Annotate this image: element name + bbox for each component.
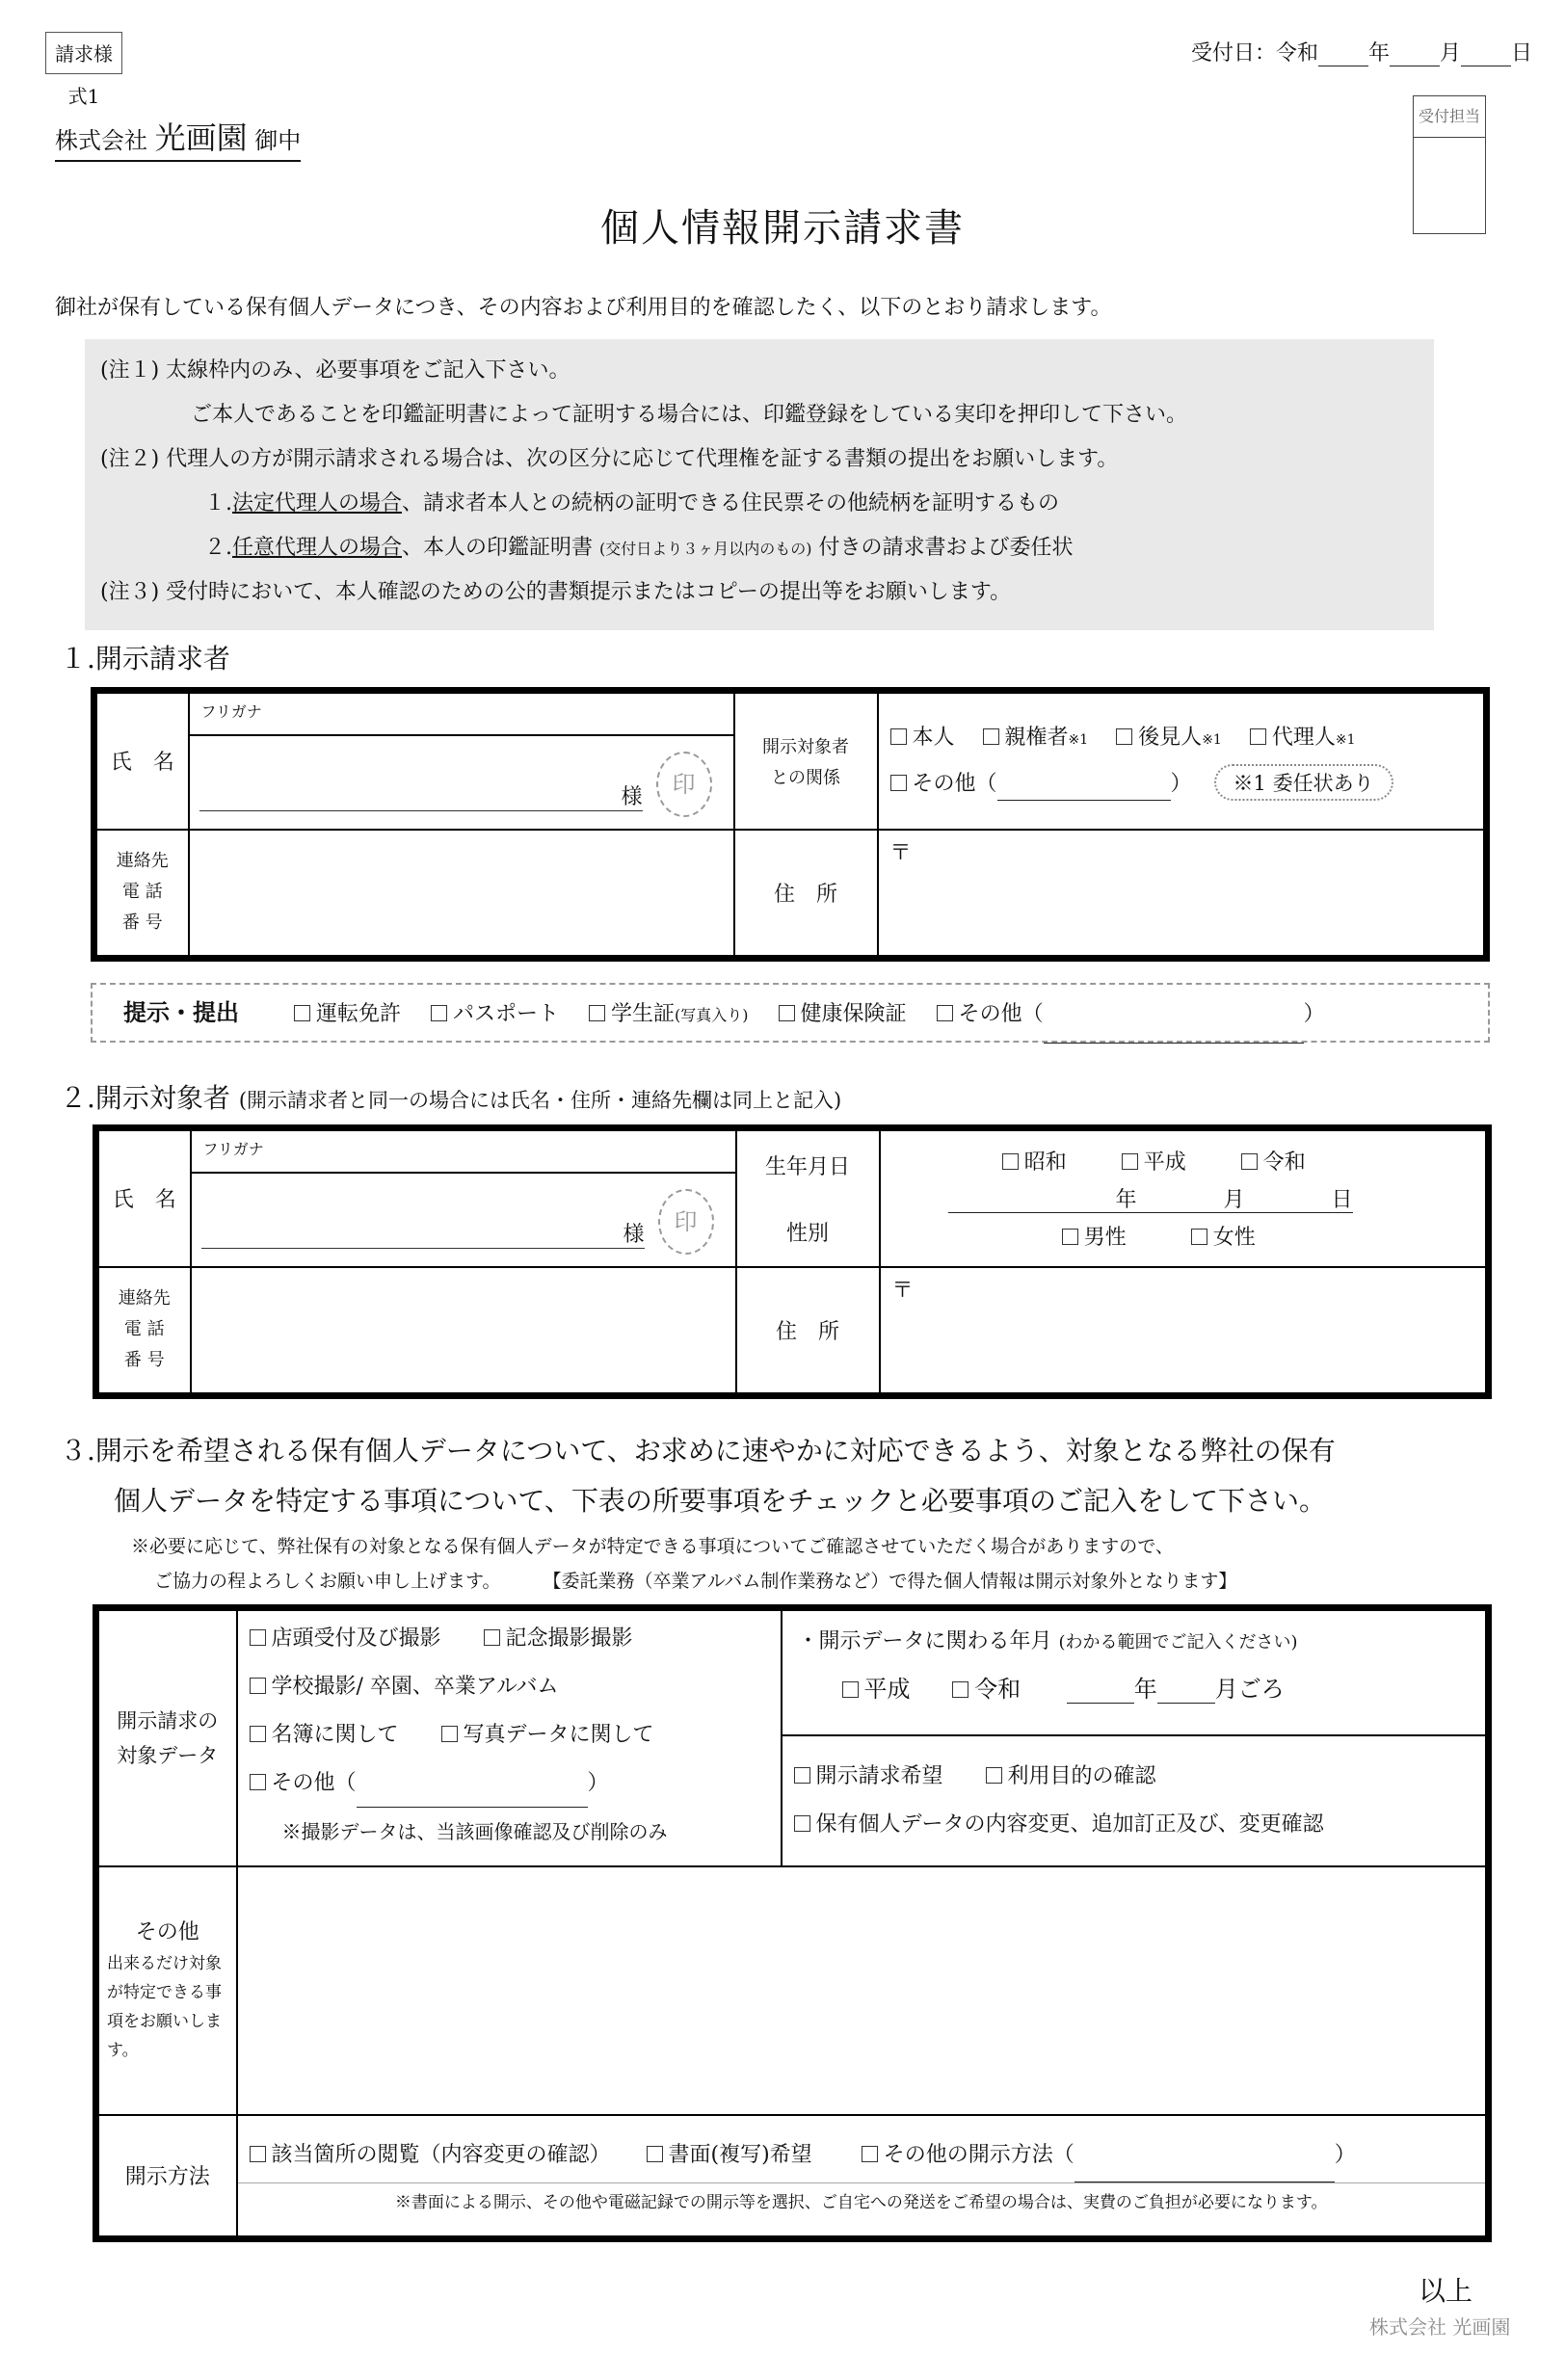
id-other-checkbox[interactable] xyxy=(937,1002,1044,1026)
period-hint: (わかる範囲でご記入ください) xyxy=(1058,1632,1298,1653)
requester-address-field[interactable] xyxy=(878,830,1487,959)
note-1-label: (注１) xyxy=(100,358,160,383)
requester-table xyxy=(91,687,1490,962)
section-3-note xyxy=(131,1529,1236,1599)
relation-parent-checkbox[interactable] xyxy=(983,726,1089,750)
note-2-item-2-mid: 、本人の印鑑証明書 xyxy=(402,536,594,560)
id-passport-label: パスポート xyxy=(453,1002,560,1026)
gender-female-label: 女性 xyxy=(1212,1226,1256,1251)
period-heisei-label: 平成 xyxy=(863,1676,911,1703)
requester-address-label: 住 所 xyxy=(734,830,878,959)
relation-agent-checkbox[interactable] xyxy=(1250,726,1356,750)
requester-name-field[interactable] xyxy=(189,735,734,830)
id-documents-heading: 提示・提出 xyxy=(123,999,239,1026)
reception-month-field[interactable] xyxy=(1390,44,1440,66)
period-reiwa-checkbox[interactable] xyxy=(952,1676,1021,1703)
id-passport-checkbox[interactable] xyxy=(431,1002,559,1026)
target-data-label-2: 対象データ xyxy=(117,1743,219,1767)
id-license-checkbox[interactable] xyxy=(294,1002,401,1026)
method-cell xyxy=(237,2115,1489,2239)
method-other-checkbox[interactable] xyxy=(862,2143,1074,2167)
target-other-checkbox[interactable] xyxy=(250,1771,357,1795)
period-cell xyxy=(782,1608,1489,1735)
section-3-note-line-2: ご協力の程よろしくお願い申し上げます。 xyxy=(154,1571,501,1592)
section-2-title: ２.開示対象者 xyxy=(60,1082,230,1114)
addressee xyxy=(55,114,301,162)
section-3-heading-line-2: 個人データを特定する事項について、下表の所要事項をチェックと必要事項のご記入をして下さい。 xyxy=(114,1485,1327,1517)
notes-panel xyxy=(85,339,1434,630)
gender-male-checkbox[interactable] xyxy=(1062,1226,1127,1250)
subject-name-line xyxy=(201,1218,645,1249)
other-details-field[interactable] xyxy=(237,1866,1489,2115)
contact-label-3: 番 号 xyxy=(121,912,163,934)
era-heisei-label: 平成 xyxy=(1143,1150,1186,1176)
method-note: ※書面による開示、その他や電磁記録での開示等を選択、ご自宅への発送をご希望の場合は、実費のご負担が必要になります。 xyxy=(394,2193,1328,2213)
target-commemorative-label: 記念撮影撮影 xyxy=(505,1626,633,1651)
addressee-suffix: 御中 xyxy=(254,127,302,154)
subject-phone-field[interactable] xyxy=(191,1267,736,1396)
target-school-label: 学校撮影/ 卒園、卒業アルバム xyxy=(271,1675,559,1699)
note-2-item-1-rest: 、請求者本人との続柄の証明できる住民票その他続柄を証明するもの xyxy=(402,491,1060,516)
period-month-unit: 月ごろ xyxy=(1214,1676,1285,1703)
month-unit: 月 xyxy=(1439,41,1461,66)
dob-month-unit: 月 xyxy=(1223,1188,1245,1213)
reception-day-field[interactable] xyxy=(1461,44,1511,66)
subject-furigana-field[interactable] xyxy=(191,1128,736,1173)
relation-label-line-1: 開示対象者 xyxy=(762,736,849,757)
dob-label: 生年月日 xyxy=(764,1154,850,1179)
target-data-label xyxy=(96,1608,237,1866)
target-other-label: その他（ xyxy=(271,1771,357,1795)
requester-furigana-field[interactable] xyxy=(189,691,734,735)
form-id-label: 請求様式1 xyxy=(45,32,122,74)
subject-name-label: 氏 名 xyxy=(96,1128,191,1267)
other-label-cell xyxy=(96,1866,237,2115)
gender-male-label: 男性 xyxy=(1083,1226,1127,1251)
reception-date xyxy=(1191,37,1532,66)
target-data-options xyxy=(237,1608,782,1866)
relation-self-checkbox[interactable] xyxy=(890,726,955,750)
note-2-item-2-rest: 付きの請求書および委任状 xyxy=(818,536,1074,560)
requester-name-label: 氏 名 xyxy=(94,691,189,830)
relation-other-checkbox[interactable] xyxy=(890,772,997,796)
subject-address-field[interactable] xyxy=(880,1267,1489,1396)
note-2-item-2-underline: 任意代理人の場合 xyxy=(232,536,403,560)
subject-phone-label xyxy=(96,1267,191,1396)
section-2-heading xyxy=(60,1077,841,1116)
data-request-table xyxy=(93,1604,1492,2242)
period-month-field[interactable] xyxy=(1157,1681,1215,1704)
relation-parent-label: 親権者 xyxy=(1004,726,1069,751)
relation-mark: ※1 xyxy=(1068,732,1089,749)
subject-name-field[interactable] xyxy=(191,1173,736,1267)
purpose-usage-label: 利用目的の確認 xyxy=(1007,1763,1156,1788)
note-1 xyxy=(100,349,1419,393)
target-commemorative-checkbox[interactable] xyxy=(484,1626,633,1651)
era-heisei-checkbox[interactable] xyxy=(1122,1150,1186,1175)
target-school-checkbox[interactable] xyxy=(250,1675,559,1699)
method-other-field[interactable] xyxy=(1074,2160,1335,2182)
note-3-label: (注３) xyxy=(100,580,160,604)
other-label: その他 xyxy=(135,1920,199,1944)
purpose-change-checkbox[interactable] xyxy=(794,1812,1324,1837)
purpose-disclosure-checkbox[interactable] xyxy=(794,1764,943,1788)
purpose-cell xyxy=(782,1735,1489,1866)
id-other-close: ） xyxy=(1303,1002,1325,1026)
gender-label: 性別 xyxy=(785,1221,829,1246)
honorific: 様 xyxy=(623,1222,645,1247)
seal-mark-icon: 印 xyxy=(658,1189,714,1255)
contact-label-1: 連絡先 xyxy=(116,851,169,872)
relation-guardian-checkbox[interactable] xyxy=(1116,726,1222,750)
requester-phone-field[interactable] xyxy=(189,830,734,959)
other-description: 出来るだけ対象が特定できる事項をお願いします。 xyxy=(107,1954,222,2060)
id-license-label: 運転免許 xyxy=(316,1002,402,1026)
era-showa-label: 昭和 xyxy=(1023,1150,1067,1176)
relation-guardian-label: 後見人 xyxy=(1138,726,1203,751)
section-3-heading xyxy=(60,1426,1336,1526)
id-other-label: その他（ xyxy=(958,1002,1044,1026)
id-student-label: 学生証 xyxy=(611,1002,676,1026)
closing-text: 以上 xyxy=(1419,2275,1473,2307)
note-2-item-1-underline: 法定代理人の場合 xyxy=(232,491,403,516)
page-title: 個人情報開示請求書 xyxy=(600,206,965,251)
period-reiwa-label: 令和 xyxy=(974,1676,1021,1703)
method-copy-checkbox[interactable] xyxy=(647,2143,812,2167)
contact-label-1: 連絡先 xyxy=(118,1288,171,1309)
relation-mark: ※1 xyxy=(1202,732,1222,749)
purpose-disclosure-label: 開示請求希望 xyxy=(815,1763,943,1788)
era-reiwa-label: 令和 xyxy=(1262,1150,1306,1176)
contact-label-2: 電 話 xyxy=(123,1319,165,1340)
subject-address-label: 住 所 xyxy=(736,1267,880,1396)
seal-mark-icon: 印 xyxy=(656,752,712,817)
target-roster-checkbox[interactable] xyxy=(250,1723,399,1747)
note-3-text: 受付時において、本人確認のための公的書類提示またはコピーの提出等をお願いします。 xyxy=(166,580,1012,604)
method-view-label: 該当箇所の閲覧（内容変更の確認） xyxy=(271,2143,611,2168)
relation-options xyxy=(878,691,1487,830)
honorific: 様 xyxy=(621,784,643,809)
intro-text: 御社が保有している保有個人データにつき、その内容および利用目的を確認したく、以下のとおり請求します。 xyxy=(55,296,1112,320)
section-2-subtitle: (開示請求者と同一の場合には氏名・住所・連絡先欄は同上と記入) xyxy=(238,1089,842,1112)
reception-staff-label: 受付担当 xyxy=(1414,96,1485,138)
target-photo-label: 写真データに関して xyxy=(463,1723,654,1747)
postal-mark-icon: 〒 xyxy=(889,840,912,865)
target-photo-checkbox[interactable] xyxy=(441,1723,654,1747)
method-other-label: その他の開示方法（ xyxy=(883,2143,1074,2168)
id-documents-box xyxy=(91,983,1490,1043)
purpose-change-label: 保有個人データの内容変更、追加訂正及び、変更確認 xyxy=(815,1811,1324,1837)
id-insurance-checkbox[interactable] xyxy=(779,1002,907,1026)
target-roster-label: 名簿に関して xyxy=(271,1723,399,1747)
target-store-checkbox[interactable] xyxy=(250,1626,441,1651)
relation-agent-label: 代理人 xyxy=(1271,726,1336,751)
requester-name-line xyxy=(199,780,643,811)
period-year-field[interactable] xyxy=(1067,1681,1134,1704)
footer-company: 株式会社 光画園 xyxy=(1369,2315,1511,2339)
era-showa-checkbox[interactable] xyxy=(1002,1150,1067,1175)
subject-furigana-label: フリガナ xyxy=(202,1140,264,1158)
postal-mark-icon: 〒 xyxy=(891,1278,914,1303)
relation-other-close: ） xyxy=(1170,772,1192,797)
method-view-checkbox[interactable] xyxy=(250,2143,611,2167)
id-student-checkbox[interactable] xyxy=(589,1002,749,1026)
dob-field[interactable] xyxy=(948,1183,1353,1213)
relation-other-field[interactable] xyxy=(997,779,1171,801)
contact-label-2: 電 話 xyxy=(121,882,163,903)
day-unit: 日 xyxy=(1510,41,1532,66)
period-heisei-checkbox[interactable] xyxy=(842,1676,911,1703)
purpose-usage-checkbox[interactable] xyxy=(986,1764,1156,1788)
note-2 xyxy=(100,437,1419,482)
relation-other-label: その他（ xyxy=(912,772,997,797)
proxy-note-badge: ※1 委任状あり xyxy=(1214,764,1393,801)
note-2-label: (注２) xyxy=(100,447,160,471)
section-3-note-line-1: ※必要に応じて、弊社保有の対象となる保有個人データが特定できる事項についてご確認させていただく場合がありますので、 xyxy=(131,1536,1174,1557)
period-year-unit: 年 xyxy=(1133,1676,1157,1703)
addressee-company: 光画園 xyxy=(154,119,248,156)
relation-self-label: 本人 xyxy=(912,726,955,751)
era-reiwa-checkbox[interactable] xyxy=(1241,1150,1306,1175)
note-2-item-1 xyxy=(100,482,1419,526)
note-2-item-2-small: (交付日より３ヶ月以内のもの) xyxy=(599,540,812,558)
method-copy-label: 書面(複写)希望 xyxy=(668,2143,812,2168)
requester-furigana-label: フリガナ xyxy=(200,702,262,721)
section-3-note-bracket: 【委託業務（卒業アルバム制作業務など）で得た個人情報は開示対象外となります】 xyxy=(543,1571,1237,1592)
reception-year-field[interactable] xyxy=(1318,44,1368,66)
gender-female-checkbox[interactable] xyxy=(1191,1226,1256,1250)
target-other-close: ） xyxy=(587,1771,609,1795)
note-2-item-2-num: ２. xyxy=(204,536,232,560)
requester-phone-label xyxy=(94,830,189,959)
dob-gender-options xyxy=(880,1128,1489,1267)
subject-table xyxy=(93,1124,1492,1399)
method-label: 開示方法 xyxy=(96,2115,237,2239)
note-2-item-2 xyxy=(100,526,1419,570)
addressee-prefix: 株式会社 xyxy=(55,127,147,154)
reception-date-label: 受付日：令和 xyxy=(1190,41,1318,66)
year-unit: 年 xyxy=(1367,41,1390,66)
dob-year-unit: 年 xyxy=(1115,1188,1137,1213)
id-insurance-label: 健康保険証 xyxy=(800,1002,907,1026)
relation-label-line-2: との関係 xyxy=(771,767,840,788)
method-other-close: ） xyxy=(1334,2143,1356,2168)
contact-label-3: 番 号 xyxy=(123,1350,165,1371)
target-store-label: 店頭受付及び撮影 xyxy=(271,1626,441,1651)
section-3-heading-line-1: ３.開示を希望される保有個人データについて、お求めに速やかに対応できるよう、対象となる弊社の保有 xyxy=(60,1435,1336,1467)
section-1-heading: １.開示請求者 xyxy=(60,643,230,674)
note-3 xyxy=(100,570,1419,615)
note-1-sub: ご本人であることを印鑑証明書によって証明する場合には、印鑑登録をしている実印を押印して下さい。 xyxy=(191,403,1188,427)
relation-mark: ※1 xyxy=(1335,732,1356,749)
note-2-item-1-num: １. xyxy=(204,491,232,516)
note-2-text: 代理人の方が開示請求される場合は、次の区分に応じて代理権を証する書類の提出をお願いします。 xyxy=(166,447,1119,471)
target-note: ※撮影データは、当該画像確認及び削除のみ xyxy=(281,1820,668,1843)
period-label: ・開示データに関わる年月 xyxy=(797,1629,1052,1653)
id-other-field[interactable] xyxy=(1044,1021,1304,1044)
note-1-text: 太線枠内のみ、必要事項をご記入下さい。 xyxy=(166,358,570,383)
dob-day-unit: 日 xyxy=(1331,1188,1353,1213)
target-data-label-1: 開示請求の xyxy=(117,1708,219,1732)
id-student-note: (写真入り) xyxy=(675,1006,749,1024)
target-other-field[interactable] xyxy=(357,1785,588,1808)
relation-label xyxy=(734,691,878,830)
